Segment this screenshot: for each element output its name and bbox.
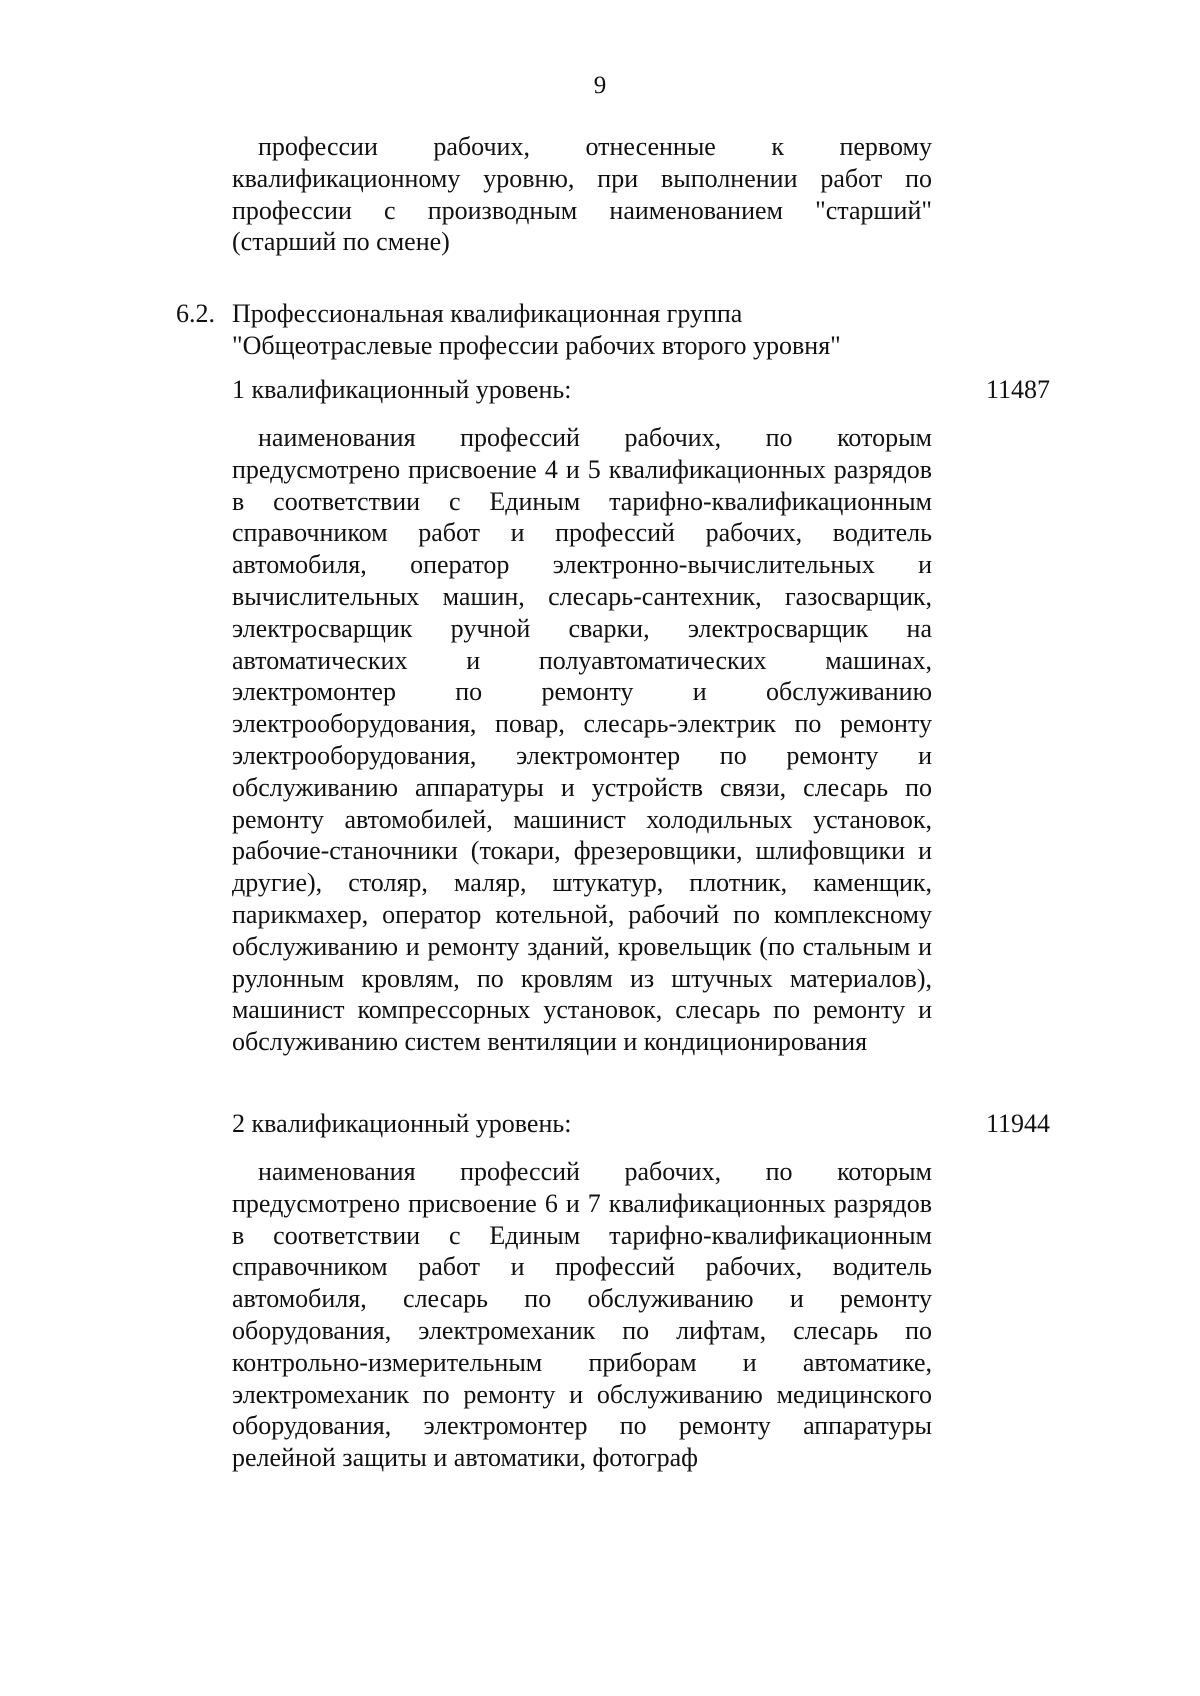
level-1-value: 11487 <box>985 375 1050 404</box>
intro-paragraph: профессии рабочих, отнесенные к первому квалификационному уровню, при выполнении работ по профессии с производным наименованием "старший" (старший по смене) <box>232 132 932 257</box>
page-number: 9 <box>593 72 607 99</box>
section-number: 6.2. <box>176 299 215 328</box>
section-title-line1: Профессиональная квалификационная группа <box>232 299 743 328</box>
level-2-description: наименования профессий рабочих, по которым предусмотрено присвоение 6 и 7 квалификационных разрядов в соответствии с Единым тарифно-квалификационным справочником работ и профессий рабочих, водитель автомобиля, слесарь по обслуживанию и ремонту оборудования, электромеханик по лифтам, слесарь по контрольно-измерительным приборам и автоматике, электромеханик по ремонту и обслуживанию медицинского оборудования, электромонтер по ремонту аппаратуры релейной защиты и автоматики, фотограф <box>232 1157 932 1473</box>
level-2-value: 11944 <box>985 1109 1050 1138</box>
section-title-line2: "Общеотраслевые профессии рабочих второго уровня" <box>232 331 841 360</box>
level-1-label: 1 квалификационный уровень: <box>232 375 572 404</box>
level-2-label: 2 квалификационный уровень: <box>232 1109 572 1138</box>
level-1-description: наименования профессий рабочих, по которым предусмотрено присвоение 4 и 5 квалификационных разрядов в соответствии с Единым тарифно-квалификационным справочником работ и профессий рабочих, водитель автомобиля, оператор электронно-вычислительных и вычислительных машин, слесарь-сантехник, газосварщик, электросварщик ручной сварки, электросварщик на автоматических и полуавтоматических машинах, электромонтер по ремонту и обслуживанию электрооборудования, повар, слесарь-электрик по ремонту электрооборудования, электромонтер по ремонту и обслуживанию аппаратуры и устройств связи, слесарь по ремонту автомобилей, машинист холодильных установок, рабочие-станочники (токари, фрезеровщики, шлифовщики и другие), столяр, маляр, штукатур, плотник, каменщик, парикмахер, оператор котельной, рабочий по комплексному обслуживанию и ремонту зданий, кровельщик (по стальным и рулонным кровлям, по кровлям из штучных материалов), машинист компрессорных установок, слесарь по ремонту и обслуживанию систем вентиляции и кондиционирования <box>232 423 932 1057</box>
